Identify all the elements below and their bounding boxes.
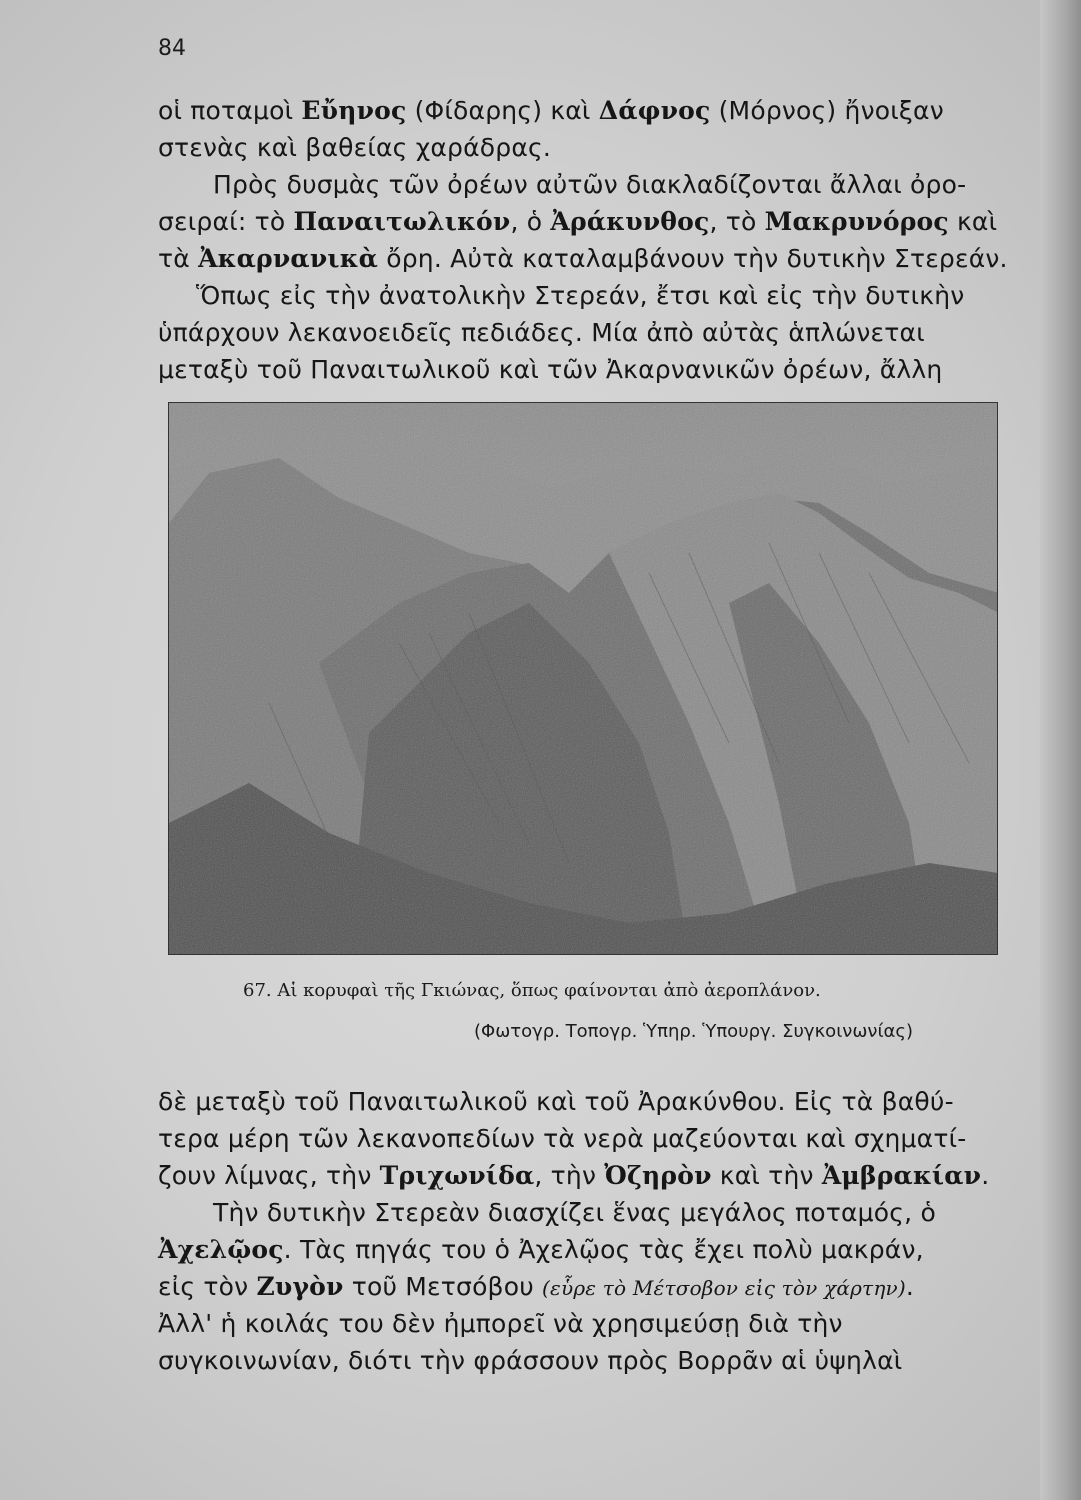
mountain-photo-illustration (169, 403, 998, 955)
text-line: μεταξὺ τοῦ Παναιτωλικοῦ καὶ τῶν Ἀκαρνανικῶν ὀρέων, ἄλλη (158, 355, 943, 384)
text-line: ζουν λίμνας, τὴν Τριχωνίδα, τὴν Ὀζηρὸν καὶ τὴν Ἀμβρακίαν. (158, 1161, 990, 1190)
text-line: εἰς τὸν Ζυγὸν τοῦ Μετσόβου (εὗρε τὸ Μέτσοβον εἰς τὸν χάρτην). (158, 1272, 915, 1301)
text-line: στενὰς καὶ βαθείας χαράδρας. (158, 133, 552, 162)
text-line: Ἀχελῷος. Τὰς πηγάς του ὁ Ἀχελῷος τὰς ἔχει πολὺ μακράν, (158, 1235, 924, 1264)
text-line: τὰ Ἀκαρνανικὰ ὄρη. Αὐτὰ καταλαμβάνουν τὴν δυτικὴν Στερεάν. (158, 244, 1008, 273)
text-line: Ἀλλ' ἡ κοιλάς του δὲν ἠμπορεῖ νὰ χρησιμεύσῃ διὰ τὴν (158, 1309, 843, 1338)
text-line: ὑπάρχουν λεκανοειδεῖς πεδιάδες. Μία ἀπὸ αὐτὰς ἁπλώνεται (158, 318, 925, 347)
text-line: συγκοινωνίαν, διότι τὴν φράσσουν πρὸς Βορρᾶν αἱ ὑψηλαὶ (158, 1346, 903, 1375)
figure-caption: 67. Αἱ κορυφαὶ τῆς Γκιώνας, ὅπως φαίνονται ἀπὸ ἀεροπλάνον. (243, 980, 821, 1001)
text-line: δὲ μεταξὺ τοῦ Παναιτωλικοῦ καὶ τοῦ Ἀρακύνθου. Εἰς τὰ βαθύ- (158, 1087, 954, 1116)
text-line: οἱ ποταμοὶ Εὔηνος (Φίδαρης) καὶ Δάφνος (Μόρνος) ἤνοιξαν (158, 96, 944, 125)
text-line: σειραί: τὸ Παναιτωλικόν, ὁ Ἀράκυνθος, τὸ Μακρυνόρος καὶ (158, 207, 998, 236)
text-line: τερα μέρη τῶν λεκανοπεδίων τὰ νερὰ μαζεύονται καὶ σχηματί- (158, 1124, 967, 1153)
text-line: Πρὸς δυσμὰς τῶν ὀρέων αὐτῶν διακλαδίζονται ἄλλαι ὀρο- (213, 170, 967, 199)
figure-credit: (Φωτογρ. Τοπογρ. Ὑπηρ. Ὑπουργ. Συγκοινωνίας) (474, 1021, 914, 1042)
text-line: Τὴν δυτικὴν Στερεὰν διασχίζει ἕνας μεγάλος ποταμός, ὁ (213, 1198, 936, 1227)
page-spine-edge (1040, 0, 1081, 1500)
text-line: Ὅπως εἰς τὴν ἀνατολικὴν Στερεάν, ἔτσι καὶ εἰς τὴν δυτικὴν (196, 281, 965, 310)
mountain-photo (168, 402, 998, 955)
page-number: 84 (158, 36, 186, 61)
